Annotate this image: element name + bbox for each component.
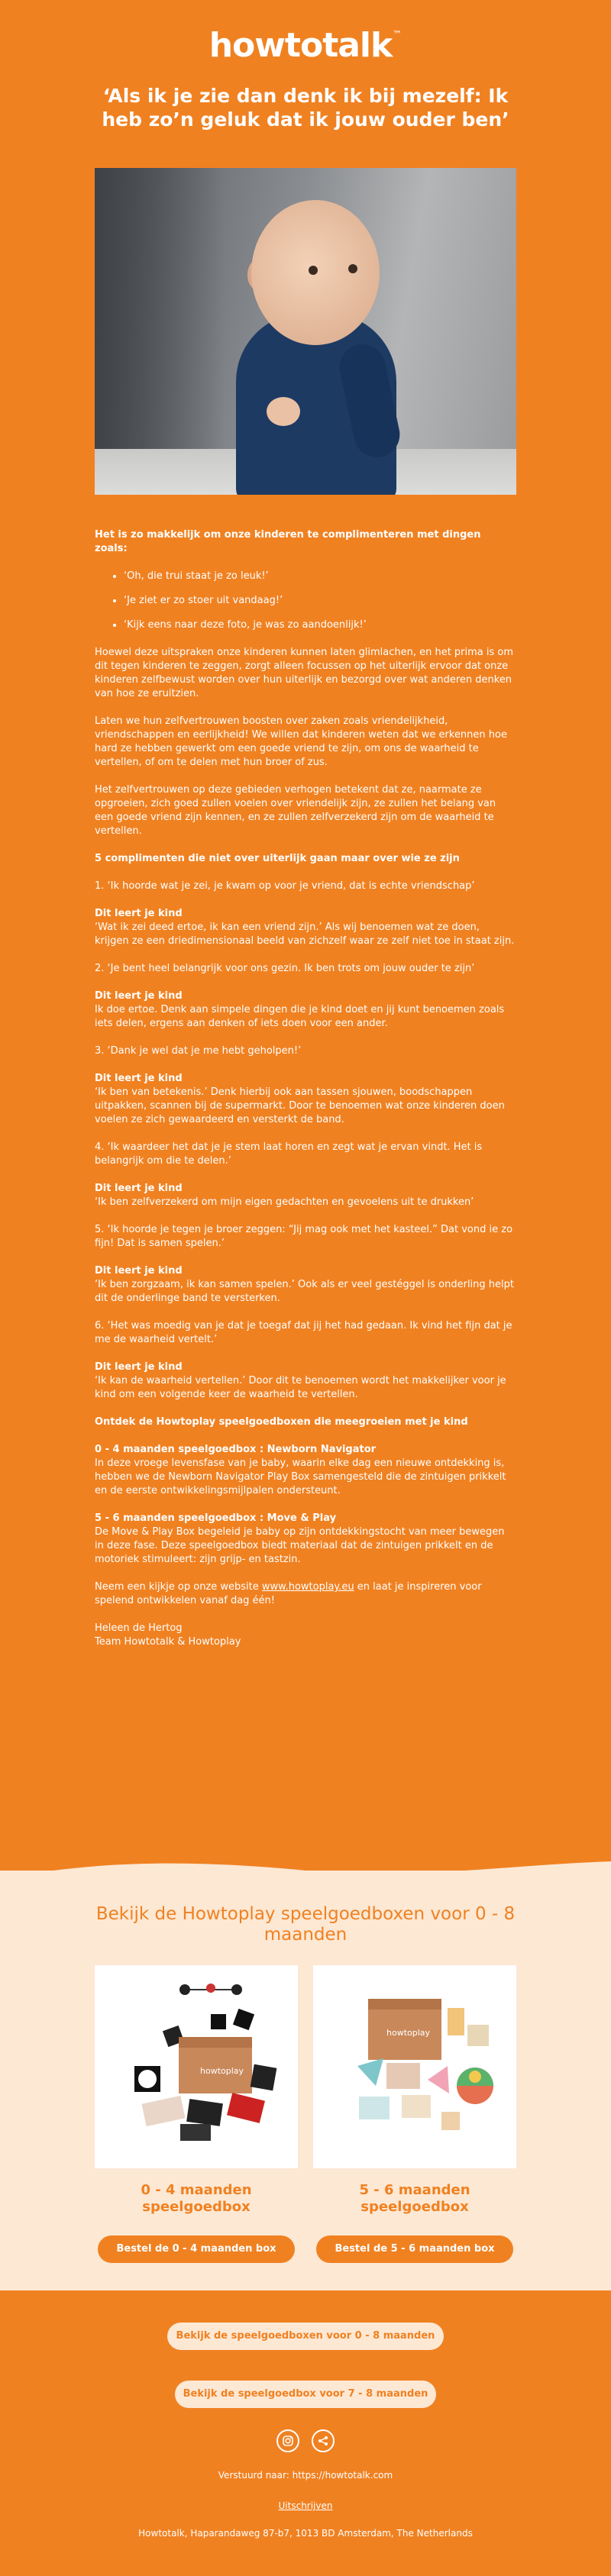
signature xyxy=(95,1622,516,1649)
hero-title: ‘Als ik je zie dan denk ik bij mezelf: Ik heb zo’n geluk dat ik jouw ouder ben’ xyxy=(102,85,509,131)
lesson-label: Dit leert je kind xyxy=(95,1183,183,1194)
newborn-box-image xyxy=(95,1951,298,2155)
signature-team: Team Howtotalk & Howtoplay xyxy=(95,1636,241,1648)
compliment-quote: 6. ‘Het was moedig van je dat je toegaf dat jij het had gedaan. Ik vind het fijn dat je me de waarheid vertelt.’ xyxy=(95,1320,512,1345)
compliment-lesson xyxy=(95,989,516,1031)
showcase-section xyxy=(0,1871,611,2290)
lesson-text: Ik doe ertoe. Denk aan simpele dingen die je kind doet en jij kunt benoemen zoals iets delen, ergens aan denken of iets doen voor een ander. xyxy=(95,1004,505,1029)
lesson-text: ‘Ik kan de waarheid vertellen.’ Door dit te benoemen wordt het makkelijker voor je kind om een volgende keer de waarheid te vertellen. xyxy=(95,1375,506,1400)
list-item: • ‘Je ziet er zo stoer uit vandaag!’ xyxy=(124,594,516,608)
compliment-quote: 3. ‘Dank je wel dat je me hebt geholpen!’ xyxy=(95,1045,302,1057)
signature-name: Heleen de Hertog xyxy=(95,1622,183,1634)
card-title: 0 - 4 maanden speelgoedbox xyxy=(141,2182,252,2215)
intro-paragraph: Hoewel deze uitspraken onze kinderen kunnen laten glimlachen, en het prima is om dit tegen kinderen te zeggen, zorgt alleen focussen op het uiterlijk ervoor dat onze kinderen zelfbewust worden over hun uiterlijk en bezorgd over wat anderen denken van hoe ze eruitzien. xyxy=(95,647,514,699)
compliment-lesson xyxy=(95,907,516,948)
product-card-image[interactable] xyxy=(95,1965,298,2168)
intro-paragraph: Laten we hun zelfvertrouwen boosten over zaken zoals vriendelijkheid, vriendschappen en eerlijkheid! We willen dat kinderen weten dat we erkennen hoe hard ze hebben gewerkt om een goede vriend te zijn, om ons de waarheid te vertellen, of om te delen met hun broer of zus. xyxy=(95,715,507,768)
share-icon[interactable] xyxy=(312,2429,335,2452)
product-title: 0 - 4 maanden speelgoedbox : Newborn Navigator xyxy=(95,1444,377,1455)
compliment-lesson xyxy=(95,1264,516,1306)
move-play-box-image xyxy=(313,1951,516,2155)
card-title: 5 - 6 maanden speelgoedbox xyxy=(359,2182,470,2215)
unsubscribe-link[interactable]: Uitschrijven xyxy=(278,2500,333,2511)
brand-logo[interactable] xyxy=(0,0,611,70)
article-body xyxy=(95,528,516,1649)
sent-to-text: Verstuurd naar: https://howtotalk.com xyxy=(218,2470,393,2481)
intro-paragraph: Het zelfvertrouwen op deze gebieden verhogen betekent dat ze, naarmate ze opgroeien, zich goed zullen voelen over vriendelijk zijn, ze zullen het belang van een goede vriend zijn kennen, en ze zullen zelfverzekerd zijn om de waarheid te vertellen. xyxy=(95,784,496,837)
company-address: Howtotalk, Haparandaweg 87-b7, 1013 BD Amsterdam, The Netherlands xyxy=(138,2528,473,2539)
compliment-lesson xyxy=(95,1182,516,1209)
lesson-label: Dit leert je kind xyxy=(95,990,183,1002)
instagram-icon[interactable] xyxy=(276,2429,299,2452)
lesson-text: ‘Wat ik zei deed ertoe, ik kan een vriend zijn.’ Als wij benoemen wat ze doen, krijgen ze een driedimensionaal beeld van zichzelf waar ze zelf niet toe in staat zijn. xyxy=(95,922,515,947)
lesson-label: Dit leert je kind xyxy=(95,908,183,919)
compliment-lesson xyxy=(95,1361,516,1402)
example-list xyxy=(124,570,516,632)
logo-text: howtotalk xyxy=(209,26,393,65)
cta-box-7-8-button[interactable]: Bekijk de speelgoedbox voor 7 - 8 maanden xyxy=(175,2381,436,2408)
showcase-heading: Bekijk de Howtoplay speelgoedboxen voor 0 - 8 maanden xyxy=(95,1904,516,1945)
cta-boxes-0-8-button[interactable]: Bekijk de speelgoedboxen voor 0 - 8 maanden xyxy=(167,2323,444,2350)
product-text: De Move & Play Box begeleid je baby op zijn ontdekkingstocht van meer bewegen in deze fase. Deze speelgoedbox biedt materiaal dat de zintuigen prikkelt en de motoriek stimuleert: zijn grijp- en tastzin. xyxy=(95,1526,505,1565)
website-line: Neem een kijkje op onze website www.howtoplay.eu en laat je inspireren voor spelend ontwikkelen vanaf dag één! xyxy=(95,1581,482,1606)
compliment-lesson xyxy=(95,1072,516,1127)
website-link[interactable]: www.howtoplay.eu xyxy=(261,1581,354,1593)
lesson-text: ‘Ik ben van betekenis.’ Denk hierbij ook aan tassen sjouwen, boodschappen uitpakken, scannen bij de supermarkt. Door te benoemen wat onze kinderen doen voelen ze zich gewaardeerd en versterkt de band. xyxy=(95,1086,505,1125)
hero-photo xyxy=(95,168,516,495)
lesson-label: Dit leert je kind xyxy=(95,1265,183,1277)
box-brand-text: howtoplay xyxy=(200,2066,244,2076)
list-item: • ‘Kijk eens naar deze foto, je was zo aandoenlijk!’ xyxy=(124,618,516,632)
lesson-text: ‘Ik ben zelfverzekerd om mijn eigen gedachten en gevoelens uit te drukken’ xyxy=(95,1196,474,1208)
compliment-quote: 2. ‘Je bent heel belangrijk voor ons gezin. Ik ben trots om jouw ouder te zijn’ xyxy=(95,963,475,974)
intro-lead: Het is zo makkelijk om onze kinderen te complimenteren met dingen zoals: xyxy=(95,529,481,554)
lesson-text: ‘Ik ben zorgzaam, ik kan samen spelen.’ Ook als er veel gestéggel is onderling helpt dit de onderlinge band te versterken. xyxy=(95,1279,514,1304)
wave-divider xyxy=(0,1857,611,1880)
social-links xyxy=(276,2429,335,2452)
lesson-label: Dit leert je kind xyxy=(95,1361,183,1373)
product-text: In deze vroege levensfase van je baby, waarin elke dag een nieuwe ontdekking is, hebben we de Newborn Navigator Play Box samengesteld die de zintuigen prikkelt en de eerste ontwikkelingsmijlpalen ondersteunt. xyxy=(95,1457,506,1496)
product-title: 5 - 6 maanden speelgoedbox : Move & Play xyxy=(95,1512,337,1524)
compliment-quote: 5. ‘Ik hoorde je tegen je broer zeggen: “Jij mag ook met het kasteel.” Dat vond ie zo fijn! Dat is samen spelen.’ xyxy=(95,1224,513,1249)
svg-text:howtoplay: howtoplay xyxy=(386,2028,431,2038)
order-0-4-button[interactable]: Bestel de 0 - 4 maanden box xyxy=(98,2235,295,2263)
lesson-label: Dit leert je kind xyxy=(95,1073,183,1084)
order-5-6-button[interactable]: Bestel de 5 - 6 maanden box xyxy=(316,2235,513,2263)
compliments-heading: 5 complimenten die niet over uiterlijk gaan maar over wie ze zijn xyxy=(95,853,460,864)
compliment-quote: 1. ‘Ik hoorde wat je zei, je kwam op voor je vriend, dat is echte vriendschap’ xyxy=(95,880,475,892)
product-description xyxy=(95,1443,516,1498)
product-description xyxy=(95,1512,516,1567)
product-card-image[interactable] xyxy=(313,1965,516,2168)
compliment-quote: 4. ‘Ik waardeer het dat je je stem laat horen en zegt wat je ervan vindt. Het is belangrijk om die te delen.’ xyxy=(95,1141,483,1167)
list-item: • ‘Oh, die trui staat je zo leuk!’ xyxy=(124,570,516,583)
products-heading: Ontdek de Howtoplay speelgoedboxen die meegroeien met je kind xyxy=(95,1416,468,1428)
logo-tm: ™ xyxy=(393,29,402,40)
